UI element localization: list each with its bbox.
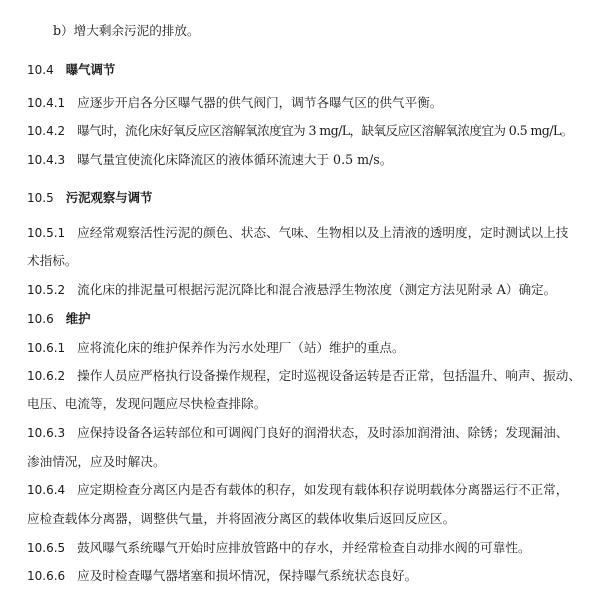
clause-10-6-3 bbox=[27, 425, 568, 441]
section-heading-10-4 bbox=[27, 62, 115, 78]
clause-text: 操作人员应严格执行设备操作规程，定时巡视设备运转是否正常，包括温升、响声、振动、 bbox=[77, 368, 581, 383]
clause-text: 应及时检查曝气器堵塞和损坏情况，保持曝气系统状态良好。 bbox=[77, 568, 418, 583]
clause-number: 10.6.6 bbox=[27, 569, 66, 583]
clause-10-4-2 bbox=[27, 123, 573, 139]
clause-text: 应保持设备各运转部位和可调阀门良好的润滑状态，及时添加润滑油、除锈；发现漏油、 bbox=[77, 425, 569, 440]
clause-text: 鼓风曝气系统曝气开始时应排放管路中的存水，并经常检查自动排水阀的可靠性。 bbox=[77, 540, 531, 555]
clause-10-6-4 bbox=[27, 482, 568, 498]
clause-number: 10.6.5 bbox=[27, 541, 66, 555]
clause-10-6-5 bbox=[27, 540, 531, 556]
clause-number: 10.6.1 bbox=[27, 341, 66, 355]
clause-10-5-1-cont bbox=[27, 253, 77, 269]
clause-text: 曝气量宜使流化床降流区的液体循环流速大于 0.5 m/s。 bbox=[77, 152, 393, 167]
section-number: 10.5 bbox=[27, 191, 54, 205]
clause-number: 10.4.3 bbox=[27, 153, 66, 167]
clause-text: 应经常观察活性污泥的颜色、状态、气味、生物相以及上清液的透明度，定时测试以上技 bbox=[77, 225, 569, 240]
clause-number: 10.5.2 bbox=[27, 283, 66, 297]
section-title: 污泥观察与调节 bbox=[65, 190, 153, 205]
clause-10-6-3-cont bbox=[27, 454, 166, 470]
section-number: 10.6 bbox=[27, 312, 54, 326]
clause-10-5-2 bbox=[27, 282, 556, 298]
clause-text: 应定期检查分离区内是否有载体的积存，如发现有载体积存说明载体分离器运行不正常， bbox=[77, 482, 569, 497]
clause-10-4-1 bbox=[27, 95, 442, 111]
line-text: b）增大剩余污泥的排放。 bbox=[53, 23, 200, 38]
clause-10-6-2-cont bbox=[27, 396, 266, 412]
clause-text: 渗油情况，应及时解决。 bbox=[27, 454, 166, 469]
clause-10-6-4-cont bbox=[27, 511, 455, 527]
clause-number: 10.4.1 bbox=[27, 96, 66, 110]
clause-10-6-1 bbox=[27, 340, 405, 356]
clause-text: 流化床的排泥量可根据污泥沉降比和混合液悬浮生物浓度（测定方法见附录 A）确定。 bbox=[77, 282, 557, 297]
clause-number: 10.5.1 bbox=[27, 226, 66, 240]
section-title: 曝气调节 bbox=[65, 62, 116, 77]
section-heading-10-6 bbox=[27, 311, 91, 327]
clause-number: 10.6.3 bbox=[27, 426, 66, 440]
clause-text: 曝气时，流化床好氧反应区溶解氧浓度宜为 3 mg/L，缺氧反应区溶解氧浓度宜为 0.5 mg/L。 bbox=[77, 123, 573, 138]
clause-text: 应检查载体分离器，调整供气量，并将固液分离区的载体收集后返回反应区。 bbox=[27, 511, 456, 526]
clause-number: 10.6.2 bbox=[27, 369, 66, 383]
clause-text: 术指标。 bbox=[27, 253, 78, 268]
clause-10-5-1 bbox=[27, 225, 568, 241]
section-heading-10-5 bbox=[27, 190, 152, 206]
clause-10-6-2 bbox=[27, 368, 581, 384]
clause-number: 10.4.2 bbox=[27, 124, 66, 138]
clause-text: 应将流化床的维护保养作为污水处理厂（站）维护的重点。 bbox=[77, 340, 405, 355]
clause-10-4-3 bbox=[27, 152, 392, 168]
list-item-b bbox=[53, 23, 200, 39]
section-title: 维护 bbox=[65, 311, 91, 326]
clause-text: 应逐步开启各分区曝气器的供气阀门，调节各曝气区的供气平衡。 bbox=[77, 95, 443, 110]
section-number: 10.4 bbox=[27, 63, 54, 77]
clause-text: 电压、电流等，发现问题应尽快检查排除。 bbox=[27, 396, 267, 411]
clause-10-6-6 bbox=[27, 568, 417, 584]
clause-number: 10.6.4 bbox=[27, 483, 66, 497]
